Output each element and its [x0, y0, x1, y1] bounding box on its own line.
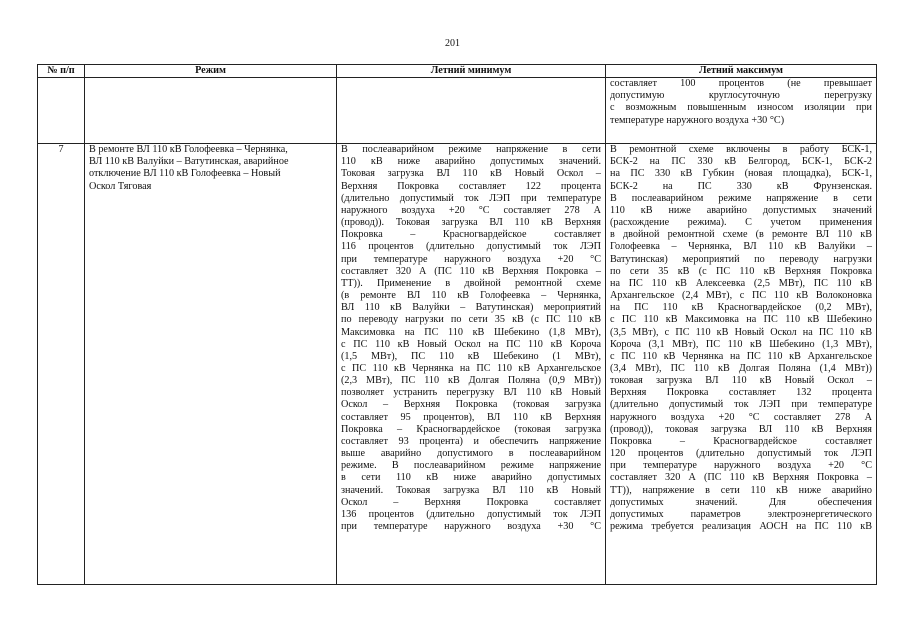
cell-text-line: Покровка – Красногвардейское составляет — [610, 435, 872, 447]
cell-summer-max — [606, 144, 877, 585]
header-mode: Режим — [85, 65, 337, 78]
cell-text-line: БСК-2 на ПС 330 кВ Фрунзенская. — [610, 180, 872, 192]
cell-text-line: Голофеевка – Чернянка, ВЛ 110 кВ Валуйки – — [610, 241, 872, 253]
cell-text-line: на ПС 330 кВ Губкин (новая площадка), БСК-1, — [610, 168, 872, 180]
cell-text-line: при температуре наружного воздуха +20 °С — [341, 253, 601, 265]
cell-number-continuation — [38, 78, 85, 144]
table-header-row — [38, 65, 877, 78]
cell-text-line: допустимых значений. Для обеспечения — [610, 496, 872, 508]
cell-text-line: В послеаварийном режиме напряжение в сети — [610, 192, 872, 204]
header-summer-max: Летний максимум — [606, 65, 877, 78]
table-row — [38, 144, 877, 585]
cell-text-line: Максимовка на ПС 110 кВ Шебекино (1,8 МВт), — [341, 326, 601, 338]
cell-text-line: составляет 320 А (ПС 110 кВ Верхняя Покровка – — [610, 472, 872, 484]
cell-text-line: (расхождение режима). С учетом применения — [610, 217, 872, 229]
cell-text-line: Оскол – Верхняя Покровка составляет — [341, 496, 601, 508]
page-number: 201 — [445, 38, 460, 49]
cell-text-line: В ремонтной схеме включены в работу БСК-1, — [610, 144, 872, 156]
cell-text-line: составляет 95 процентов), ВЛ 110 кВ Верхняя — [341, 411, 601, 423]
cell-text-line: составляет 320 А (ПС 110 кВ Верхняя Покровка – — [341, 265, 601, 277]
cell-text-line: 110 кВ ниже аварийно допустимых значений — [610, 204, 872, 216]
cell-text-line: допустимых параметров электроэнергетического — [610, 508, 872, 520]
cell-text-line: при температуре наружного воздуха +30 °С — [341, 521, 601, 532]
cell-text-line: 120 процентов (длительно допустимый ток ЛЭП — [610, 448, 872, 460]
cell-text-line: ТТ)), напряжение в сети 110 кВ ниже аварийно — [610, 484, 872, 496]
cell-text-line: Оскол – Верхняя Покровка (токовая загрузка — [341, 399, 601, 411]
cell-text-line: на ПС 110 кВ Красногвардейское (0,2 МВт), — [610, 302, 872, 314]
cell-text-line: по переводу нагрузки по сети 35 кВ (с ПС 110 кВ — [341, 314, 601, 326]
cell-summer-min-continuation — [337, 78, 606, 144]
cell-text-line: Ватутинская) мероприятий по переводу нагрузки — [610, 253, 872, 265]
cell-text-line: 116 процентов (длительно допустимый ток ЛЭП — [341, 241, 601, 253]
cell-text-line: по сети 35 кВ (с ПС 110 кВ Верхняя Покровка — [610, 265, 872, 277]
cell-text-line: с ПС 110 кВ Чернянка на ПС 110 кВ Архангельское — [610, 350, 872, 362]
mode-text-line: ВЛ 110 кВ Валуйки – Ватутинская, аварийное — [89, 156, 289, 168]
cell-text-line: (длительно допустимый ток ЛЭП при температуре — [610, 399, 872, 411]
cell-text-line: Верхняя Покровка составляет 122 процента — [341, 180, 601, 192]
cell-text-line: с возможным повышенным износом изоляции при — [610, 102, 872, 114]
cell-text-line: ТТ)). Применение в двойной ремонтной схеме — [341, 277, 601, 289]
header-summer-min: Летний минимум — [337, 65, 606, 78]
cell-text-line: (в ремонте ВЛ 110 кВ Голофеевка – Чернянка, — [341, 290, 601, 302]
cell-text-line: В послеаварийном режиме напряжение в сети — [341, 144, 601, 156]
cell-text-line: 136 процентов (длительно допустимый ток ЛЭП — [341, 508, 601, 520]
cell-text-line: Покровка – Красногвардейское (токовая загрузка — [341, 423, 601, 435]
cell-text-line: (3,4 МВт), ПС 110 кВ Долгая Поляна (1,4 МВт)) — [610, 362, 872, 374]
cell-text-line: (2,3 МВт), ПС 110 кВ Долгая Поляна (0,9 МВт)) — [341, 375, 601, 387]
cell-text-line: токовая загрузка ВЛ 110 кВ Новый Оскол – — [610, 375, 872, 387]
cell-text-line: режима требуется реализация АОСН на ПС 110 кВ — [610, 521, 872, 532]
cell-text-line: наружного воздуха +20 °С составляет 278 А — [610, 411, 872, 423]
cell-text-line: (провод)), токовая загрузка ВЛ 110 кВ Верхняя — [610, 423, 872, 435]
regime-table — [37, 64, 877, 585]
cell-text-line: (длительно допустимый ток ЛЭП при температуре — [341, 192, 601, 204]
cell-text-line: Покровка – Красногвардейское составляет — [341, 229, 601, 241]
mode-text-line: В ремонте ВЛ 110 кВ Голофеевка – Чернянка, — [89, 144, 288, 156]
mode-text-line: отключение ВЛ 110 кВ Голофеевка – Новый — [89, 168, 281, 180]
cell-text-line: (3,5 МВт), с ПС 110 кВ Новый Оскол на ПС 110 кВ — [610, 326, 872, 338]
cell-text-line: выше аварийно допустимого в послеаварийном — [341, 448, 601, 460]
cell-text-line: Архангельское (2,4 МВт), с ПС 110 кВ Волоконовка — [610, 290, 872, 302]
cell-text-line: режиме. В послеаварийном режиме напряжение — [341, 460, 601, 472]
cell-text-line: (1,5 МВт), ПС 110 кВ Шебекино (1 МВт), — [341, 350, 601, 362]
cell-mode-continuation — [85, 78, 337, 144]
cell-text-line: 110 кВ ниже аварийно допустимых значений. — [341, 156, 601, 168]
cell-text-line: значений. Токовая загрузка ВЛ 110 кВ Новый — [341, 484, 601, 496]
cell-text-line: Верхняя Покровка составляет 132 процента — [610, 387, 872, 399]
cell-summer-max-continuation — [606, 78, 877, 144]
cell-text-line: составляет 93 процента) и обеспечить напряжение — [341, 435, 601, 447]
cell-summer-min — [337, 144, 606, 585]
cell-text-line: допустимую круглосуточную перегрузку — [610, 90, 872, 102]
cell-text-line: (провод)). Токовая загрузка ВЛ 110 кВ Верхняя — [341, 217, 601, 229]
cell-text-line: с ПС 110 кВ Максимовка на ПС 110 кВ Шебекино — [610, 314, 872, 326]
cell-text-line: наружного воздуха +20 °С составляет 278 А — [341, 204, 601, 216]
cell-text-line: в двойной ремонтной схеме (в ремонте ВЛ 110 кВ — [610, 229, 872, 241]
header-number: № п/п — [38, 65, 85, 78]
cell-text-line: с ПС 110 кВ Новый Оскол на ПС 110 кВ Короча — [341, 338, 601, 350]
cell-text-line: БСК-2 на ПС 330 кВ Белгород, БСК-1, БСК-2 — [610, 156, 872, 168]
cell-row-number: 7 — [38, 144, 85, 585]
cell-text-line: при температуре наружного воздуха +20 °С — [610, 460, 872, 472]
cell-text-line: составляет 100 процентов (не превышает — [610, 78, 872, 90]
cell-text-line: Короча (3,1 МВт), ПС 110 кВ Шебекино (1,3 МВт), — [610, 338, 872, 350]
cell-text-line: температуре наружного воздуха +30 °С) — [610, 114, 785, 126]
mode-text-line: Оскол Тяговая — [89, 180, 152, 192]
cell-mode — [85, 144, 337, 585]
cell-text-line: с ПС 110 кВ Чернянка на ПС 110 кВ Архангельское — [341, 362, 601, 374]
table-row-continuation — [38, 78, 877, 144]
cell-text-line: на ПС 110 кВ Алексеевка (2,5 МВт), ПС 110 кВ — [610, 277, 872, 289]
cell-text-line: Токовая загрузка ВЛ 110 кВ Новый Оскол – — [341, 168, 601, 180]
cell-text-line: в сети 110 кВ ниже аварийно допустимых — [341, 472, 601, 484]
cell-text-line: ВЛ 110 кВ Валуйки – Ватутинская) мероприятий — [341, 302, 601, 314]
cell-text-line: позволяет устранить перегрузку ВЛ 110 кВ Новый — [341, 387, 601, 399]
